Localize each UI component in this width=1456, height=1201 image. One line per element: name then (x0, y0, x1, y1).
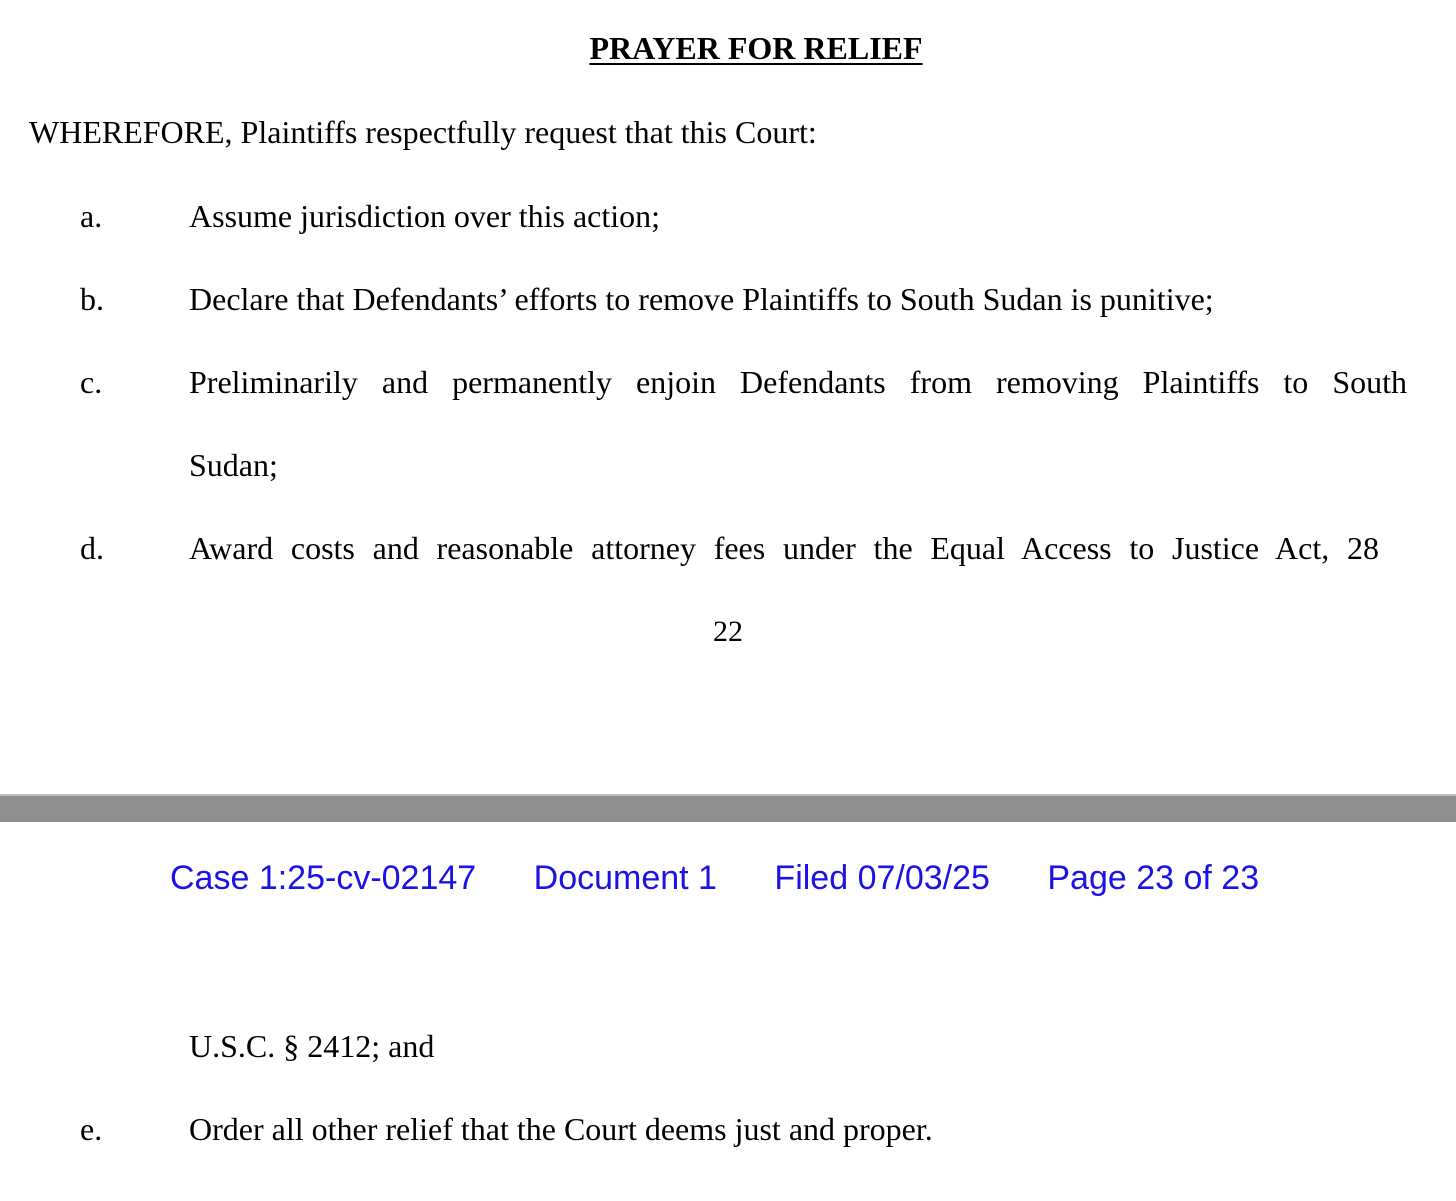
case-number: Case 1:25-cv-02147 (170, 859, 477, 897)
intro-paragraph: WHEREFORE, Plaintiffs respectfully request that this Court: (29, 114, 817, 150)
filed-date: Filed 07/03/25 (774, 859, 990, 897)
item-text: U.S.C. § 2412; and (189, 1028, 435, 1064)
relief-item-c (0, 362, 1456, 402)
item-text: Award costs and reasonable attorney fees under the Equal Access to Justice Act, 28 (189, 530, 1379, 566)
document-page-23 (0, 822, 1456, 1201)
item-text: Assume jurisdiction over this action; (189, 198, 661, 234)
item-text: Preliminarily and permanently enjoin Defendants from removing Plaintiffs to South (189, 364, 1407, 400)
relief-item-a (0, 196, 1456, 236)
item-text: Declare that Defendants’ efforts to remove Plaintiffs to South Sudan is punitive; (189, 281, 1214, 317)
relief-item-c-continuation (0, 445, 1456, 485)
page-separator (0, 794, 1456, 822)
relief-item-d (0, 528, 1456, 568)
page-number: 22 (713, 615, 743, 648)
relief-item-b (0, 279, 1456, 319)
item-text: Sudan; (189, 447, 278, 483)
item-letter: d. (80, 530, 104, 566)
relief-item-e (0, 1109, 1456, 1149)
item-letter: b. (80, 281, 104, 317)
page-count: Page 23 of 23 (1047, 859, 1260, 897)
item-text: Order all other relief that the Court deems just and proper. (189, 1111, 933, 1147)
section-heading: PRAYER FOR RELIEF (589, 30, 923, 66)
item-letter: c. (80, 364, 103, 400)
document-number: Document 1 (533, 859, 717, 897)
relief-item-d-continuation (0, 1026, 1456, 1066)
item-letter: a. (80, 198, 103, 234)
item-letter: e. (80, 1111, 103, 1147)
case-header (170, 858, 1259, 898)
